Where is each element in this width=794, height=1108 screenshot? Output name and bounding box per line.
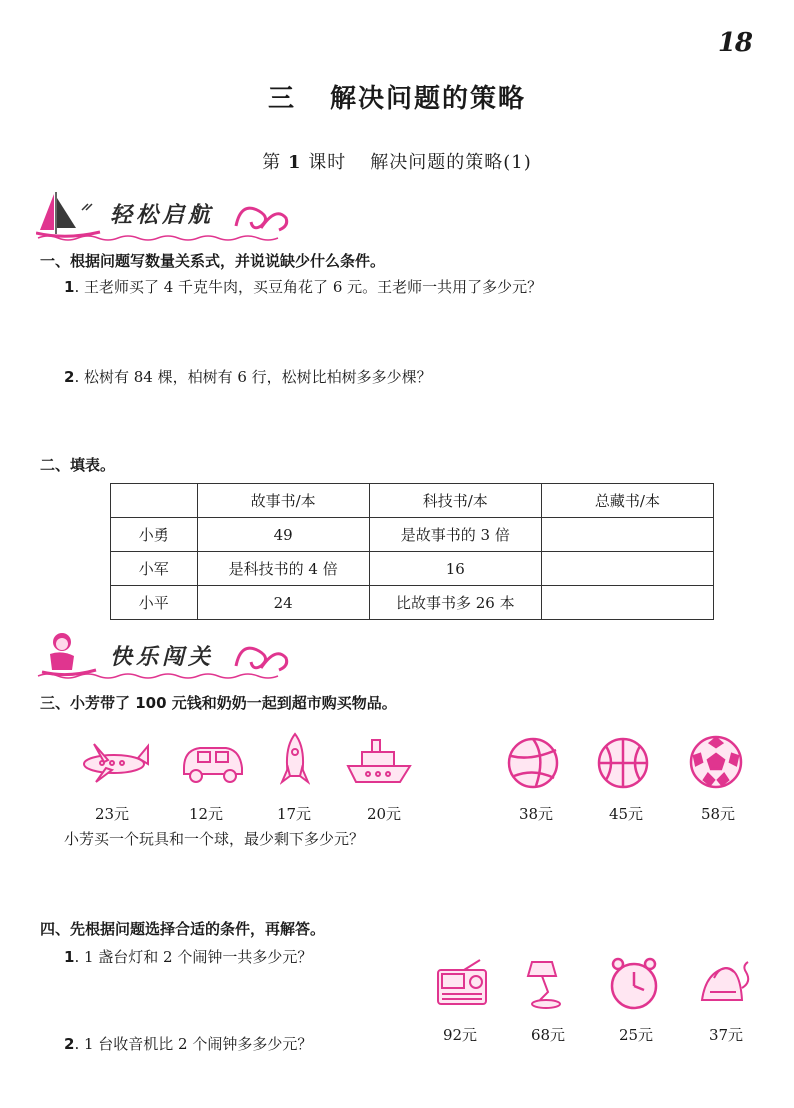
section-4-question-2	[64, 1033, 312, 1054]
lesson-title	[0, 148, 794, 174]
question-text: . 1 台收音机比 2 个闹钟多多少元？	[74, 1035, 313, 1053]
table-header-cell: 科技书/本	[369, 484, 541, 518]
section-4-heading: 四、先根据问题选择合适的条件，再解答。	[40, 920, 326, 938]
table-cell: 是科技书的 4 倍	[197, 552, 369, 586]
page-number: 18	[717, 28, 752, 58]
iron-price: 37元	[708, 1026, 744, 1044]
radio-price: 92元	[442, 1026, 478, 1044]
lesson-label: 第	[262, 152, 282, 173]
volleyball-price: 38元	[518, 805, 554, 823]
lesson-name: 解决问题的策略(1)	[370, 152, 532, 173]
swirl-ornament-icon	[231, 196, 291, 236]
decorative-border-line	[36, 234, 296, 242]
table-cell: 小勇	[111, 518, 198, 552]
question-text: . 松树有 84 棵，柏树有 6 行，松树比柏树多多少棵？	[74, 368, 432, 386]
chapter-number: 三	[267, 84, 296, 114]
question-text: . 王老师买了 4 千克牛肉，买豆角花了 6 元。王老师一共用了多少元？	[74, 278, 543, 296]
lesson-unit: 课时	[308, 152, 347, 173]
table-answer-cell[interactable]	[541, 586, 713, 620]
decorative-border-line	[36, 672, 296, 680]
chapter-name: 解决问题的策略	[330, 84, 527, 114]
ship-price: 20元	[366, 805, 402, 823]
basketball-icon	[596, 736, 650, 790]
ship-icon	[344, 734, 414, 788]
radio-icon	[434, 958, 490, 1008]
table-row	[111, 552, 714, 586]
table-cell: 小平	[111, 586, 198, 620]
car-icon	[178, 738, 248, 788]
table-cell: 24	[197, 586, 369, 620]
table-cell: 49	[197, 518, 369, 552]
banner-happy-challenge-label: 快乐闯关	[110, 644, 215, 670]
table-cell: 比故事书多 26 本	[369, 586, 541, 620]
banner-easy-start	[36, 190, 296, 242]
table-answer-cell[interactable]	[541, 552, 713, 586]
table-cell: 是故事书的 3 倍	[369, 518, 541, 552]
section-4-question-1	[64, 946, 312, 967]
table-row	[111, 518, 714, 552]
section-1-heading: 一、根据问题写数量关系式，并说说缺少什么条件。	[40, 252, 386, 270]
table-header-cell: 总藏书/本	[541, 484, 713, 518]
table-header-cell: 故事书/本	[197, 484, 369, 518]
table-header-row	[111, 484, 714, 518]
table-row	[111, 586, 714, 620]
section-3-question: 小芳买一个玩具和一个球，最少剩下多少元？	[64, 830, 365, 848]
desk-lamp-icon	[526, 958, 572, 1010]
airplane-price: 23元	[94, 805, 130, 823]
question-text: . 1 盏台灯和 2 个闹钟一共多少元？	[74, 948, 313, 966]
section-3-heading: 三、小芳带了 100 元钱和奶奶一起到超市购买物品。	[40, 694, 397, 712]
airplane-icon	[74, 738, 154, 788]
section-1-question-1	[64, 276, 542, 297]
question-number: 2	[64, 1035, 75, 1053]
desk-lamp-price: 68元	[530, 1026, 566, 1044]
chapter-title	[0, 78, 794, 115]
question-number: 2	[64, 368, 75, 386]
table-header-cell	[111, 484, 198, 518]
table-answer-cell[interactable]	[541, 518, 713, 552]
table-cell: 小军	[111, 552, 198, 586]
rocket-price: 17元	[276, 805, 312, 823]
car-price: 12元	[188, 805, 224, 823]
banner-easy-start-label: 轻松启航	[110, 202, 215, 228]
iron-icon	[696, 958, 752, 1010]
alarm-clock-icon	[608, 956, 660, 1012]
swirl-ornament-icon	[231, 636, 291, 676]
section-2-heading: 二、填表。	[40, 456, 116, 474]
basketball-price: 45元	[608, 805, 644, 823]
table-cell: 16	[369, 552, 541, 586]
question-number: 1	[64, 948, 75, 966]
fill-in-table	[110, 483, 714, 620]
banner-happy-challenge	[36, 630, 296, 680]
soccer-ball-price: 58元	[700, 805, 736, 823]
rocket-icon	[280, 732, 310, 790]
section-1-question-2	[64, 366, 432, 387]
volleyball-icon	[506, 736, 560, 790]
lesson-number: 1	[287, 152, 302, 173]
alarm-clock-price: 25元	[618, 1026, 654, 1044]
question-number: 1	[64, 278, 75, 296]
soccer-ball-icon	[688, 734, 744, 790]
